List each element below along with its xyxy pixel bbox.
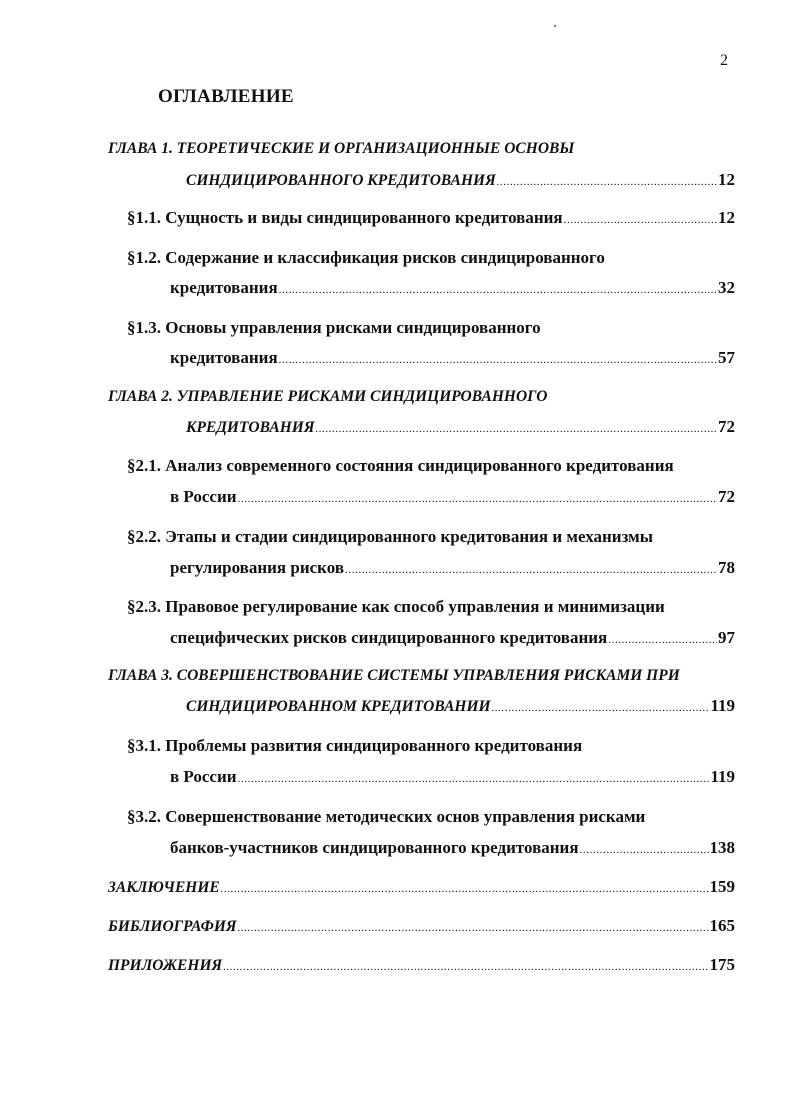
dot-leader — [608, 628, 717, 648]
toc-appendices[interactable] — [108, 955, 735, 975]
toc-entry-text: КРЕДИТОВАНИЯ — [186, 419, 315, 436]
toc-entry-text: специфических рисков синдицированного кредитования — [170, 628, 608, 647]
toc-entry-text: кредитования — [170, 278, 278, 297]
toc-entry-text: §2.3. Правовое регулирование как способ управления и минимизации — [127, 597, 665, 616]
toc-page-number: 119 — [710, 696, 735, 715]
toc-page-number: 165 — [709, 916, 735, 935]
toc-section-2-3-line[interactable] — [170, 628, 735, 648]
toc-entry-text: в России — [170, 767, 237, 786]
dot-leader — [564, 208, 717, 228]
toc-page-number: 32 — [718, 278, 735, 297]
toc-section-1-1[interactable] — [127, 208, 735, 228]
page-number: 2 — [720, 52, 728, 69]
dot-leader — [492, 698, 710, 716]
toc-entry-text: §3.1. Проблемы развития синдицированного кредитования — [127, 736, 583, 755]
toc-section-3-1-title[interactable] — [127, 736, 582, 756]
toc-section-3-1-line[interactable] — [170, 767, 735, 787]
toc-page-number: 138 — [709, 838, 735, 857]
toc-page-number: 57 — [718, 348, 735, 367]
toc-conclusion[interactable] — [108, 877, 735, 897]
toc-page-number: 97 — [718, 628, 735, 647]
toc-section-1-2-line[interactable] — [170, 278, 735, 298]
toc-entry-text: §2.2. Этапы и стадии синдицированного кредитования и механизмы — [127, 527, 654, 546]
toc-entry-text: СИНДИЦИРОВАННОМ КРЕДИТОВАНИИ — [186, 698, 491, 715]
dot-leader — [238, 767, 710, 787]
toc-page-number: 72 — [718, 487, 735, 506]
toc-entry-text: ПРИЛОЖЕНИЯ — [108, 957, 223, 974]
toc-chapter-3-line[interactable] — [186, 696, 735, 716]
dot-leader — [223, 957, 708, 975]
toc-section-2-1-title[interactable] — [127, 456, 674, 476]
toc-chapter-2-line[interactable] — [186, 417, 735, 437]
toc-entry-text: банков-участников синдицированного кредитования — [170, 838, 579, 857]
dot-leader — [345, 558, 717, 578]
toc-entry-text: ГЛАВА 3. СОВЕРШЕНСТВОВАНИЕ СИСТЕМЫ УПРАВЛЕНИЯ РИСКАМИ ПРИ — [108, 667, 680, 684]
toc-entry-text: БИБЛИОГРАФИЯ — [108, 918, 237, 935]
dot-leader — [238, 487, 717, 507]
toc-entry-text: кредитования — [170, 348, 278, 367]
toc-chapter-2-title[interactable] — [108, 388, 548, 406]
toc-section-1-2-title[interactable] — [127, 248, 605, 268]
toc-section-2-2-title[interactable] — [127, 527, 653, 547]
toc-page-number: 72 — [718, 417, 735, 436]
toc-entry-text: ГЛАВА 2. УПРАВЛЕНИЕ РИСКАМИ СИНДИЦИРОВАННОГО — [108, 388, 548, 405]
dot-leader — [279, 348, 717, 368]
dot-leader — [279, 278, 717, 298]
toc-section-1-3-line[interactable] — [170, 348, 735, 368]
toc-entry-text: §1.1. Сущность и виды синдицированного кредитования — [127, 208, 563, 227]
toc-entry-text: §2.1. Анализ современного состояния синдицированного кредитования — [127, 456, 674, 475]
dot-leader — [238, 918, 709, 936]
toc-page-number: 159 — [709, 877, 735, 896]
toc-section-2-3-title[interactable] — [127, 597, 665, 617]
toc-entry-text: §3.2. Совершенствование методических основ управления рисками — [127, 807, 646, 826]
dot-leader — [497, 172, 717, 190]
toc-chapter-1-line[interactable] — [186, 170, 735, 190]
toc-entry-text: СИНДИЦИРОВАННОГО КРЕДИТОВАНИЯ — [186, 172, 496, 189]
toc-entry-text: §1.2. Содержание и классификация рисков синдицированного — [127, 248, 605, 267]
toc-entry-text: регулирования рисков — [170, 558, 345, 577]
toc-entry-text: ГЛАВА 1. ТЕОРЕТИЧЕСКИЕ И ОРГАНИЗАЦИОННЫЕ ОСНОВЫ — [108, 140, 575, 157]
toc-chapter-3-title[interactable] — [108, 667, 680, 685]
dot-leader — [316, 419, 717, 437]
toc-chapter-1-title[interactable] — [108, 140, 574, 158]
toc-page-number: 78 — [718, 558, 735, 577]
dot-leader — [580, 838, 709, 858]
toc-section-3-2-title[interactable] — [127, 807, 645, 827]
toc-page-number: 119 — [710, 767, 735, 786]
toc-entry-text: ЗАКЛЮЧЕНИЕ — [108, 879, 220, 896]
toc-entry-text: §1.3. Основы управления рисками синдицированного — [127, 318, 541, 337]
toc-section-2-1-line[interactable] — [170, 487, 735, 507]
toc-section-2-2-line[interactable] — [170, 558, 735, 578]
toc-section-3-2-line[interactable] — [170, 838, 735, 858]
dot-leader — [221, 879, 709, 897]
page-title: ОГЛАВЛЕНИЕ — [158, 86, 294, 107]
toc-page-number: 175 — [709, 955, 735, 974]
toc-section-1-3-title[interactable] — [127, 318, 541, 338]
toc-entry-text: в России — [170, 487, 237, 506]
toc-page-number: 12 — [718, 208, 735, 227]
toc-bibliography[interactable] — [108, 916, 735, 936]
toc-page-number: 12 — [718, 170, 735, 189]
